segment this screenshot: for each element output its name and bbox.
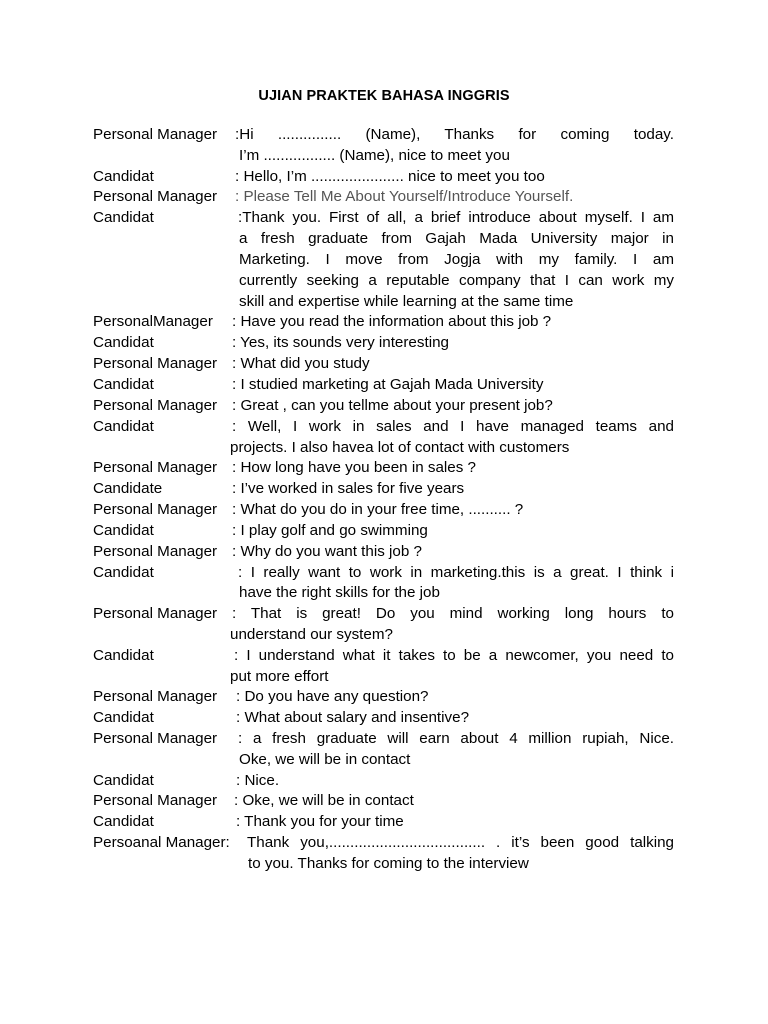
dialogue-line <box>93 603 674 624</box>
speaker-label: Personal Manager <box>93 501 218 518</box>
speaker-label: Personal Manager <box>93 730 218 747</box>
speaker-label: PersonalManager <box>93 313 213 330</box>
line-text: currently seeking a reputable company that I can work my <box>239 272 674 289</box>
line-text: : a fresh graduate will earn about 4 million rupiah, Nice. <box>238 730 674 747</box>
speaker-label: Candidat <box>93 209 154 226</box>
line-text: : What did you study <box>232 355 370 372</box>
dialogue-line <box>93 124 674 145</box>
line-text: : I play golf and go swimming <box>232 522 428 539</box>
line-text: : Do you have any question? <box>236 688 429 705</box>
dialogue-line <box>93 811 674 832</box>
line-text: : Yes, its sounds very interesting <box>232 334 449 351</box>
speaker-label: Candidat <box>93 376 154 393</box>
dialogue-line <box>93 207 674 228</box>
dialogue-line <box>93 249 674 270</box>
line-text: skill and expertise while learning at the same time <box>239 293 574 310</box>
speaker-label: Personal Manager <box>93 543 218 560</box>
line-text: I’m ................. (Name), nice to meet you <box>239 147 510 164</box>
speaker-label: Candidat <box>93 418 154 435</box>
speaker-label: Personal Manager <box>93 459 218 476</box>
dialogue-line <box>93 666 674 687</box>
dialogue-line <box>93 332 674 353</box>
speaker-label: Candidate <box>93 480 163 497</box>
speaker-label: Candidat <box>93 813 154 830</box>
dialogue-line <box>93 166 674 187</box>
dialogue-line <box>93 832 674 853</box>
speaker-label: Personal Manager <box>93 188 218 205</box>
line-text: : Great , can you tellme about your present job? <box>232 397 553 414</box>
line-text: : I studied marketing at Gajah Mada University <box>232 376 544 393</box>
speaker-label: Personal Manager <box>93 605 218 622</box>
speaker-label: Personal Manager <box>93 126 218 143</box>
line-text: : Nice. <box>236 772 280 789</box>
line-text: : Have you read the information about this job ? <box>232 313 552 330</box>
dialogue-line <box>93 145 674 166</box>
dialogue-line <box>93 624 674 645</box>
line-text: :Hi ............... (Name), Thanks for coming today. <box>235 126 674 143</box>
line-text: :Thank you. First of all, a brief introduce about myself. I am <box>238 209 674 226</box>
dialogue-line <box>93 562 674 583</box>
dialogue-line <box>93 457 674 478</box>
line-text: Thank you,..................................... . it’s been good talking <box>247 834 674 851</box>
speaker-label: Candidat <box>93 709 154 726</box>
dialogue-line <box>93 270 674 291</box>
dialogue-line <box>93 686 674 707</box>
dialogue-line <box>93 395 674 416</box>
line-text: to you. Thanks for coming to the interview <box>248 855 529 872</box>
dialogue-line <box>93 749 674 770</box>
dialogue-line <box>93 541 674 562</box>
line-text: have the right skills for the job <box>239 584 440 601</box>
line-text: projects. I also havea lot of contact with customers <box>230 439 570 456</box>
line-text: : What do you do in your free time, .......... ? <box>232 501 524 518</box>
speaker-label: Personal Manager <box>93 355 218 372</box>
dialogue-line <box>93 186 674 207</box>
line-text: : I’ve worked in sales for five years <box>232 480 465 497</box>
speaker-label: Candidat <box>93 647 154 664</box>
speaker-label: Candidat <box>93 168 154 185</box>
speaker-label: Persoanal Manager: <box>93 834 230 851</box>
dialogue-line <box>93 228 674 249</box>
dialogue-line <box>93 499 674 520</box>
dialogue-line <box>93 478 674 499</box>
dialogue-line <box>93 353 674 374</box>
dialogue-line <box>93 728 674 749</box>
line-text: Oke, we will be in contact <box>239 751 411 768</box>
line-text: : Well, I work in sales and I have managed teams and <box>232 418 674 435</box>
speaker-label: Candidat <box>93 772 154 789</box>
dialogue-line <box>93 582 674 603</box>
line-text: : How long have you been in sales ? <box>232 459 477 476</box>
line-text: : I understand what it takes to be a newcomer, you need to <box>234 647 674 664</box>
dialogue-line <box>93 645 674 666</box>
line-text: put more effort <box>230 668 329 685</box>
speaker-label: Personal Manager <box>93 688 218 705</box>
line-text: a fresh graduate from Gajah Mada University major in <box>239 230 674 247</box>
dialogue-line <box>93 520 674 541</box>
line-text: : Please Tell Me About Yourself/Introduce Yourself. <box>235 188 574 205</box>
dialogue-line <box>93 770 674 791</box>
line-text: : What about salary and insentive? <box>236 709 470 726</box>
document-title: UJIAN PRAKTEK BAHASA INGGRIS <box>258 88 510 104</box>
dialogue-line <box>93 437 674 458</box>
line-text: : I really want to work in marketing.this is a great. I think i <box>238 564 674 581</box>
line-text: : Hello, I’m ...................... nice to meet you too <box>235 168 545 185</box>
line-text: understand our system? <box>230 626 393 643</box>
dialogue-line <box>93 311 674 332</box>
dialogue-line <box>93 416 674 437</box>
dialogue-line <box>93 790 674 811</box>
speaker-label: Personal Manager <box>93 792 218 809</box>
dialogue-line <box>93 707 674 728</box>
line-text: : Oke, we will be in contact <box>234 792 414 809</box>
speaker-label: Candidat <box>93 334 154 351</box>
line-text: Marketing. I move from Jogja with my family. I am <box>239 251 674 268</box>
speaker-label: Candidat <box>93 522 154 539</box>
line-text: : Thank you for your time <box>236 813 404 830</box>
speaker-label: Candidat <box>93 564 154 581</box>
line-text: : That is great! Do you mind working long hours to <box>232 605 674 622</box>
dialogue-line <box>93 374 674 395</box>
dialogue-line <box>93 291 674 312</box>
dialogue-line <box>93 853 674 874</box>
speaker-label: Personal Manager <box>93 397 218 414</box>
line-text: : Why do you want this job ? <box>232 543 422 560</box>
